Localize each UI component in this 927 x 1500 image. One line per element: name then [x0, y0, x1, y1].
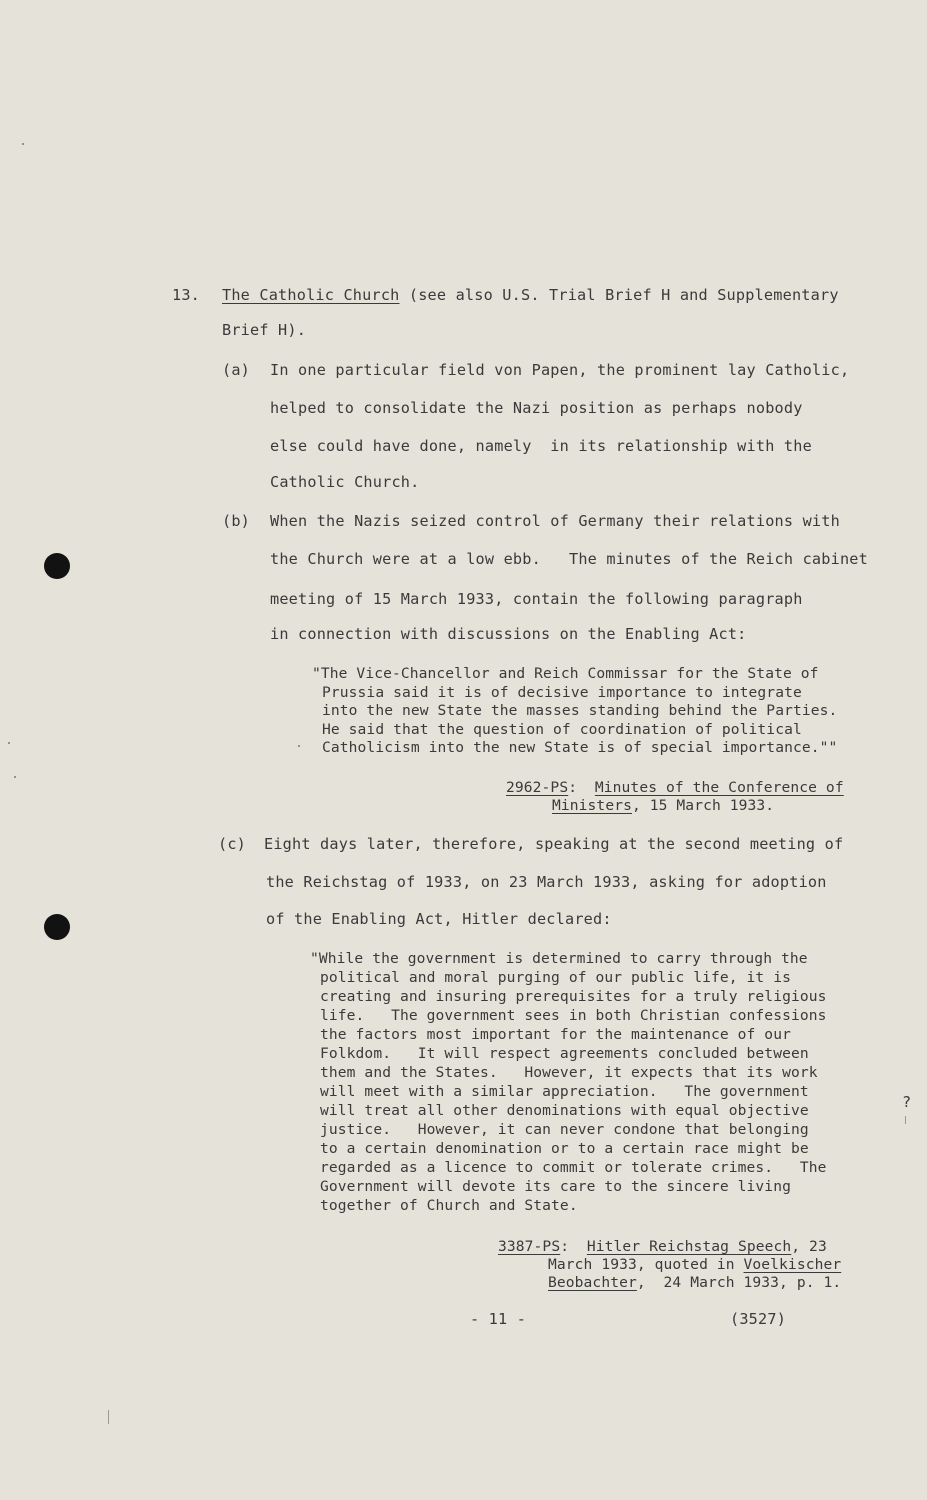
citation-newspaper-cont: Beobachter [548, 1274, 637, 1291]
section-number: 13. [172, 286, 201, 304]
quote-b-line: "The Vice-Chancellor and Reich Commissar for the State of [312, 665, 819, 682]
para-a-line: else could have done, namely in its relationship with the [270, 437, 812, 455]
para-b-label: (b) [222, 512, 251, 530]
section-heading-rest: (see also U.S. Trial Brief H and Supplementary [399, 286, 839, 304]
quote-c-line: them and the States. However, it expects that its work [320, 1064, 818, 1081]
quote-b-line: into the new State the masses standing behind the Parties. [322, 702, 838, 719]
quote-b-line: He said that the question of coordination of political [322, 721, 802, 738]
section-title: The Catholic Church [222, 286, 400, 304]
para-a-line: helped to consolidate the Nazi position as perhaps nobody [270, 399, 803, 417]
citation-title-cont: Ministers [552, 797, 632, 814]
quote-c-line: regarded as a licence to commit or tolerate crimes. The [320, 1159, 827, 1176]
quote-c-line: justice. However, it can never condone that belonging [320, 1121, 809, 1138]
para-b-line: the Church were at a low ebb. The minutes of the Reich cabinet [270, 550, 868, 568]
citation-b-line2: Ministers, 15 March 1933. [552, 797, 775, 814]
para-c-label: (c) [218, 835, 247, 853]
punch-hole-lower [44, 914, 70, 940]
quote-c-line: "While the government is determined to carry through the [310, 950, 808, 967]
para-c-line: the Reichstag of 1933, on 23 March 1933, asking for adoption [266, 873, 827, 891]
para-a-line: In one particular field von Papen, the prominent lay Catholic, [270, 361, 850, 379]
citation-c-line3: Beobachter, 24 March 1933, p. 1. [548, 1274, 842, 1291]
page-number: - 11 - [470, 1310, 527, 1328]
citation-c-line2: March 1933, quoted in Voelkischer [548, 1256, 842, 1273]
quote-c-line: together of Church and State. [320, 1197, 578, 1214]
para-b-line: meeting of 15 March 1933, contain the following paragraph [270, 590, 803, 608]
document-number: (3527) [730, 1310, 787, 1328]
scan-speck [22, 143, 24, 145]
margin-question-mark: ? [902, 1093, 912, 1111]
para-c-line: of the Enabling Act, Hitler declared: [266, 910, 612, 928]
section-heading-line1 [222, 286, 839, 304]
quote-c-line: the factors most important for the maintenance of our [320, 1026, 791, 1043]
quote-c-line: Government will devote its care to the sincere living [320, 1178, 791, 1195]
quote-c-line: will treat all other denominations with equal objective [320, 1102, 809, 1119]
scan-edge-mark [108, 1410, 109, 1424]
citation-b-line1: 2962-PS: Minutes of the Conference of [506, 779, 844, 796]
section-heading-line2: Brief H). [222, 321, 307, 339]
citation-newspaper: Voelkischer [743, 1256, 842, 1273]
citation-title: Minutes of the Conference of [594, 779, 844, 796]
citation-c-line1: 3387-PS: Hitler Reichstag Speech, 23 [498, 1238, 827, 1255]
quote-c-line: creating and insuring prerequisites for a truly religious [320, 988, 827, 1005]
scan-speck [14, 776, 16, 778]
quote-b-line: Prussia said it is of decisive importance to integrate [322, 684, 802, 701]
para-c-line: Eight days later, therefore, speaking at the second meeting of [264, 835, 844, 853]
scan-speck [8, 742, 10, 744]
para-b-line: When the Nazis seized control of Germany their relations with [270, 512, 840, 530]
quote-c-line: will meet with a similar appreciation. The government [320, 1083, 809, 1100]
citation-doc-number: 3387-PS [498, 1238, 561, 1255]
citation-doc-number: 2962-PS [506, 779, 569, 796]
margin-tick [905, 1116, 906, 1124]
para-a-label: (a) [222, 361, 251, 379]
quote-c-line: Folkdom. It will respect agreements concluded between [320, 1045, 809, 1062]
punch-hole-upper [44, 553, 70, 579]
quote-c-line: life. The government sees in both Christian confessions [320, 1007, 827, 1024]
para-b-line: in connection with discussions on the Enabling Act: [270, 625, 747, 643]
para-a-line: Catholic Church. [270, 473, 420, 491]
citation-title: Hitler Reichstag Speech [586, 1238, 792, 1255]
scan-speck [298, 745, 300, 747]
quote-c-line: political and moral purging of our public life, it is [320, 969, 791, 986]
quote-b-line: Catholicism into the new State is of special importance."" [322, 739, 838, 756]
quote-c-line: to a certain denomination or to a certain race might be [320, 1140, 809, 1157]
